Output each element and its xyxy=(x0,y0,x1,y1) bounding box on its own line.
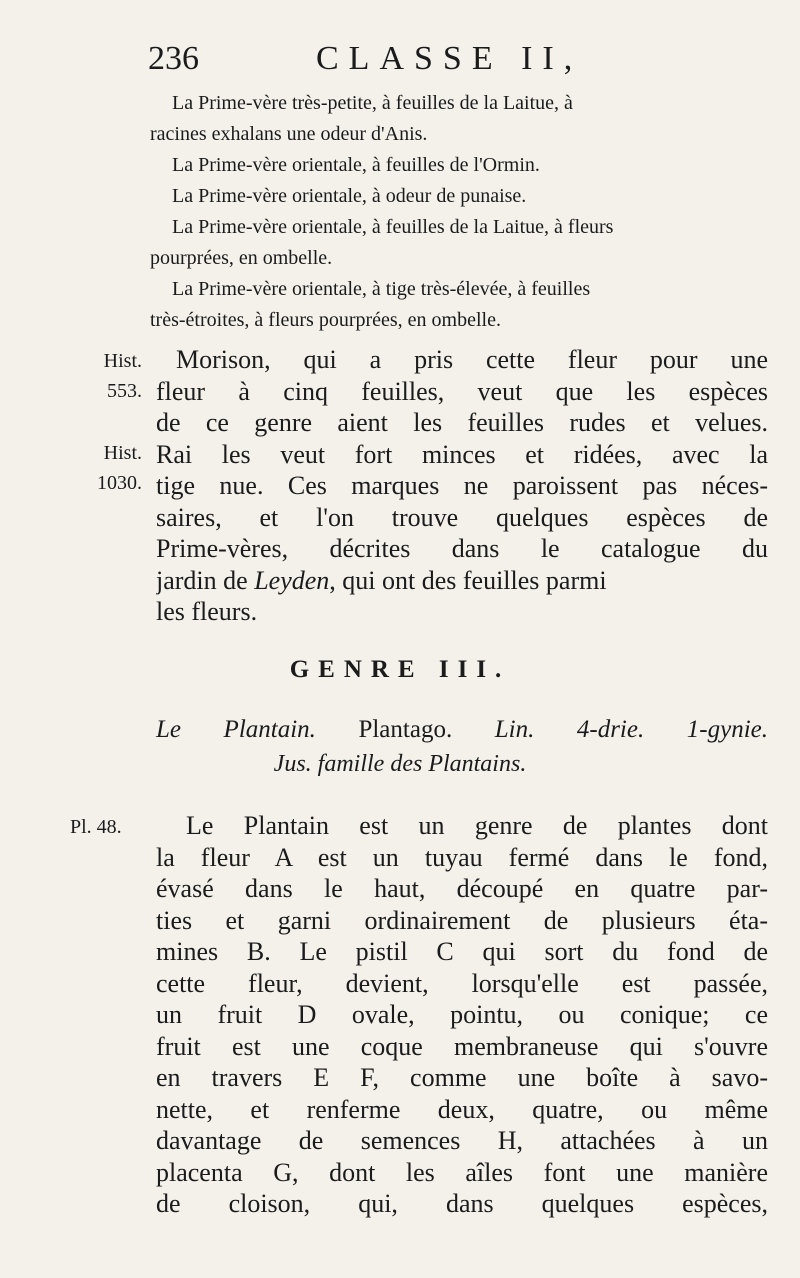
margin-note-plate-48: Pl. 48. xyxy=(70,816,122,838)
text-line: nette, et renferme deux, quatre, ou même xyxy=(156,1094,768,1124)
text-fragment: jardin de xyxy=(156,565,255,595)
margin-note-line: Hist. xyxy=(103,350,142,372)
synonym-line: pourprées, en ombelle. xyxy=(150,247,333,269)
text-line: ties et garni ordinairement de plusieurs éta- xyxy=(156,905,768,935)
text-line: la fleur A est un tuyau fermé dans le fond, xyxy=(156,842,768,872)
synonym-line: racines exhalans une odeur d'Anis. xyxy=(150,123,428,145)
synonym-line: très-étroites, à fleurs pourprées, en ombelle. xyxy=(150,309,501,331)
synonym-line: La Prime-vère orientale, à feuilles de l'Ormin. xyxy=(172,154,540,176)
text-line: Prime-vères, décrites dans le catalogue du xyxy=(156,534,768,563)
linnaeus-classification: Lin. 4-drie. 1-gynie. xyxy=(494,716,768,743)
text-line: Rai les veut fort minces et ridées, avec la xyxy=(156,439,768,469)
leyden-italic: Leyden xyxy=(254,565,330,595)
text-line: davantage de semences H, attachées à un xyxy=(156,1126,768,1155)
text-line: Le Plantain est un genre de plantes dont xyxy=(186,811,768,840)
margin-note-line: 1030. xyxy=(97,472,142,494)
margin-note-hist-1030 xyxy=(80,438,142,498)
text-line: fleur à cinq feuilles, veut que les espèces xyxy=(156,376,768,406)
text-fragment: , qui ont des feuilles parmi xyxy=(329,565,607,595)
text-line: évasé dans le haut, découpé en quatre par- xyxy=(156,874,768,903)
paragraph-plantain xyxy=(156,810,768,1220)
text-line: de cloison, qui, dans quelques espèces, xyxy=(156,1189,768,1218)
page-number: 236 xyxy=(148,40,199,77)
synonym-list xyxy=(150,88,770,336)
text-line: saires, et l'on trouve quelques espèces de xyxy=(156,502,768,532)
margin-note-line: 553. xyxy=(107,380,142,402)
text-line-leyden xyxy=(156,565,768,597)
genre-heading: GENRE III. xyxy=(289,656,511,683)
genre-name-line xyxy=(156,716,768,744)
text-line: placenta G, dont les aîles font une manière xyxy=(156,1157,768,1187)
genre-name-latin: Plantago. xyxy=(315,716,495,743)
paragraph-morison xyxy=(156,344,768,628)
synonym-line: La Prime-vère orientale, à feuilles de la Laitue, à fleurs xyxy=(172,216,614,238)
text-line: un fruit D ovale, pointu, ou conique; ce xyxy=(156,1000,768,1029)
margin-note-line: Hist. xyxy=(103,442,142,464)
page-header xyxy=(148,40,768,80)
synonym-line: La Prime-vère orientale, à tige très-élevée, à feuilles xyxy=(172,278,591,300)
text-line: mines B. Le pistil C qui sort du fond de xyxy=(156,937,768,966)
text-line: fruit est une coque membraneuse qui s'ouvre xyxy=(156,1031,768,1061)
text-line: cette fleur, devient, lorsqu'elle est passée, xyxy=(156,968,768,998)
text-line: les fleurs. xyxy=(156,597,258,626)
text-line: de ce genre aient les feuilles rudes et velues. xyxy=(156,408,768,437)
synonym-line: La Prime-vère orientale, à odeur de punaise. xyxy=(172,185,527,207)
synonym-line: La Prime-vère très-petite, à feuilles de la Laitue, à xyxy=(172,92,573,114)
text-line: Morison, qui a pris cette fleur pour une xyxy=(176,345,768,374)
running-title: CLASSE II, xyxy=(316,40,583,77)
genre-name-italic: Le Plantain. xyxy=(156,716,316,743)
text-line: tige nue. Ces marques ne paroissent pas néces- xyxy=(156,471,768,500)
text-line: en travers E F, comme une boîte à savo- xyxy=(156,1063,768,1092)
jussieu-family: Jus. famille des Plantains. xyxy=(273,751,527,777)
margin-note-hist-553 xyxy=(80,346,142,406)
